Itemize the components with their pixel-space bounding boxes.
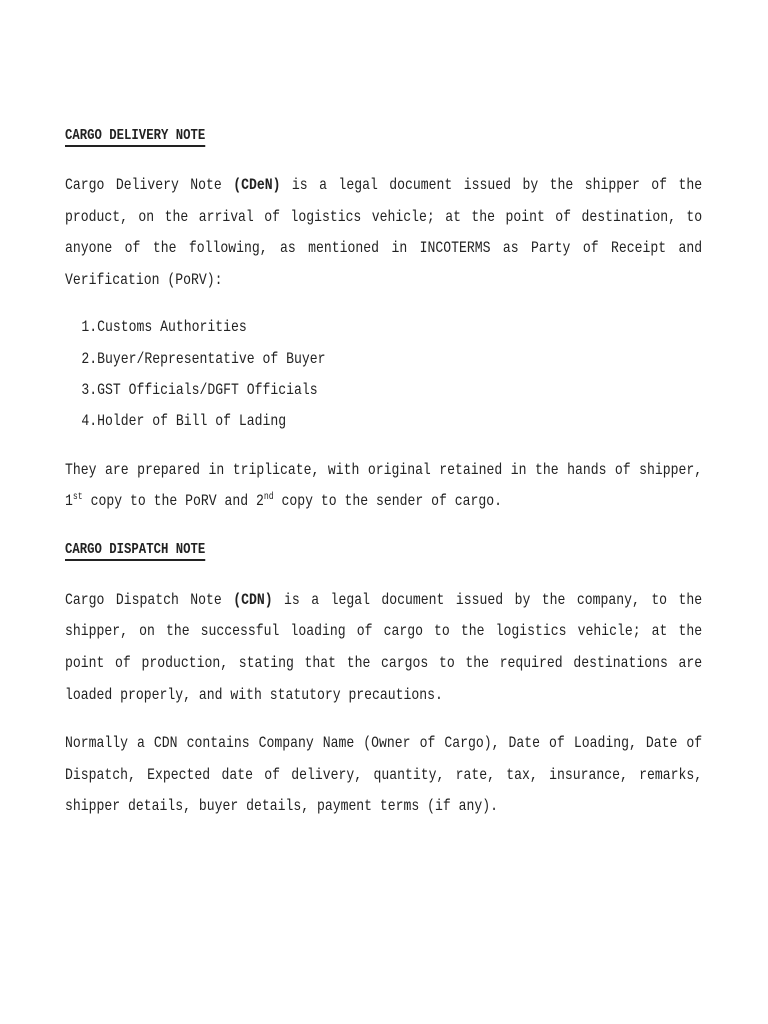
intro-text-continued: is a legal document issued by the shipper of the product, on the arrival of logistics vehicle; at the point of destination, to anyone of the following, as mentioned in INCOTERMS as Party of Receipt and Verification (PoRV): bbox=[65, 176, 703, 289]
triplicate-paragraph bbox=[65, 455, 702, 518]
ordinal-suffix: nd bbox=[263, 492, 274, 504]
cdn-dispatch-intro-paragraph bbox=[65, 585, 702, 711]
list-item: 2.Buyer/Representative of Buyer bbox=[81, 349, 326, 368]
intro-text-continued: is a legal document issued by the company, to the shipper, on the successful loading of cargo to the logistics vehicle; at the point of production, stating that the cargos to the required destinations are loaded properly, and with statutory precautions. bbox=[65, 590, 703, 704]
intro-text: Cargo Dispatch Note bbox=[65, 590, 234, 609]
cargo-delivery-note-heading: CARGO DELIVERY NOTE bbox=[65, 127, 206, 144]
cdn-abbreviation: (CDN) bbox=[233, 590, 273, 609]
list-item: 3.GST Officials/DGFT Officials bbox=[81, 380, 318, 399]
list-item: 1.Customs Authorities bbox=[81, 318, 247, 337]
triplicate-text-end: copy to the sender of cargo. bbox=[273, 492, 503, 511]
ordinal-suffix: st bbox=[72, 492, 83, 504]
triplicate-text-continued: copy to the PoRV and 2 bbox=[82, 492, 264, 511]
cdn-delivery-intro-paragraph bbox=[65, 170, 702, 296]
document-page bbox=[65, 122, 703, 823]
cdn-contents-paragraph: Normally a CDN contains Company Name (Owner of Cargo), Date of Loading, Date of Dispatch, Expected date of delivery, quantity, rate, tax, insurance, remarks, shipper details, buyer details, payment terms (if any). bbox=[65, 734, 703, 816]
triplicate-text: They are prepared in triplicate, with original retained in the hands of shipper, 1 bbox=[65, 460, 703, 511]
list-item: 4.Holder of Bill of Lading bbox=[81, 412, 287, 431]
intro-text: Cargo Delivery Note bbox=[65, 176, 234, 194]
porv-party-list bbox=[65, 312, 702, 437]
cden-abbreviation: (CDeN) bbox=[233, 176, 281, 194]
cargo-dispatch-note-heading: CARGO DISPATCH NOTE bbox=[65, 540, 206, 558]
